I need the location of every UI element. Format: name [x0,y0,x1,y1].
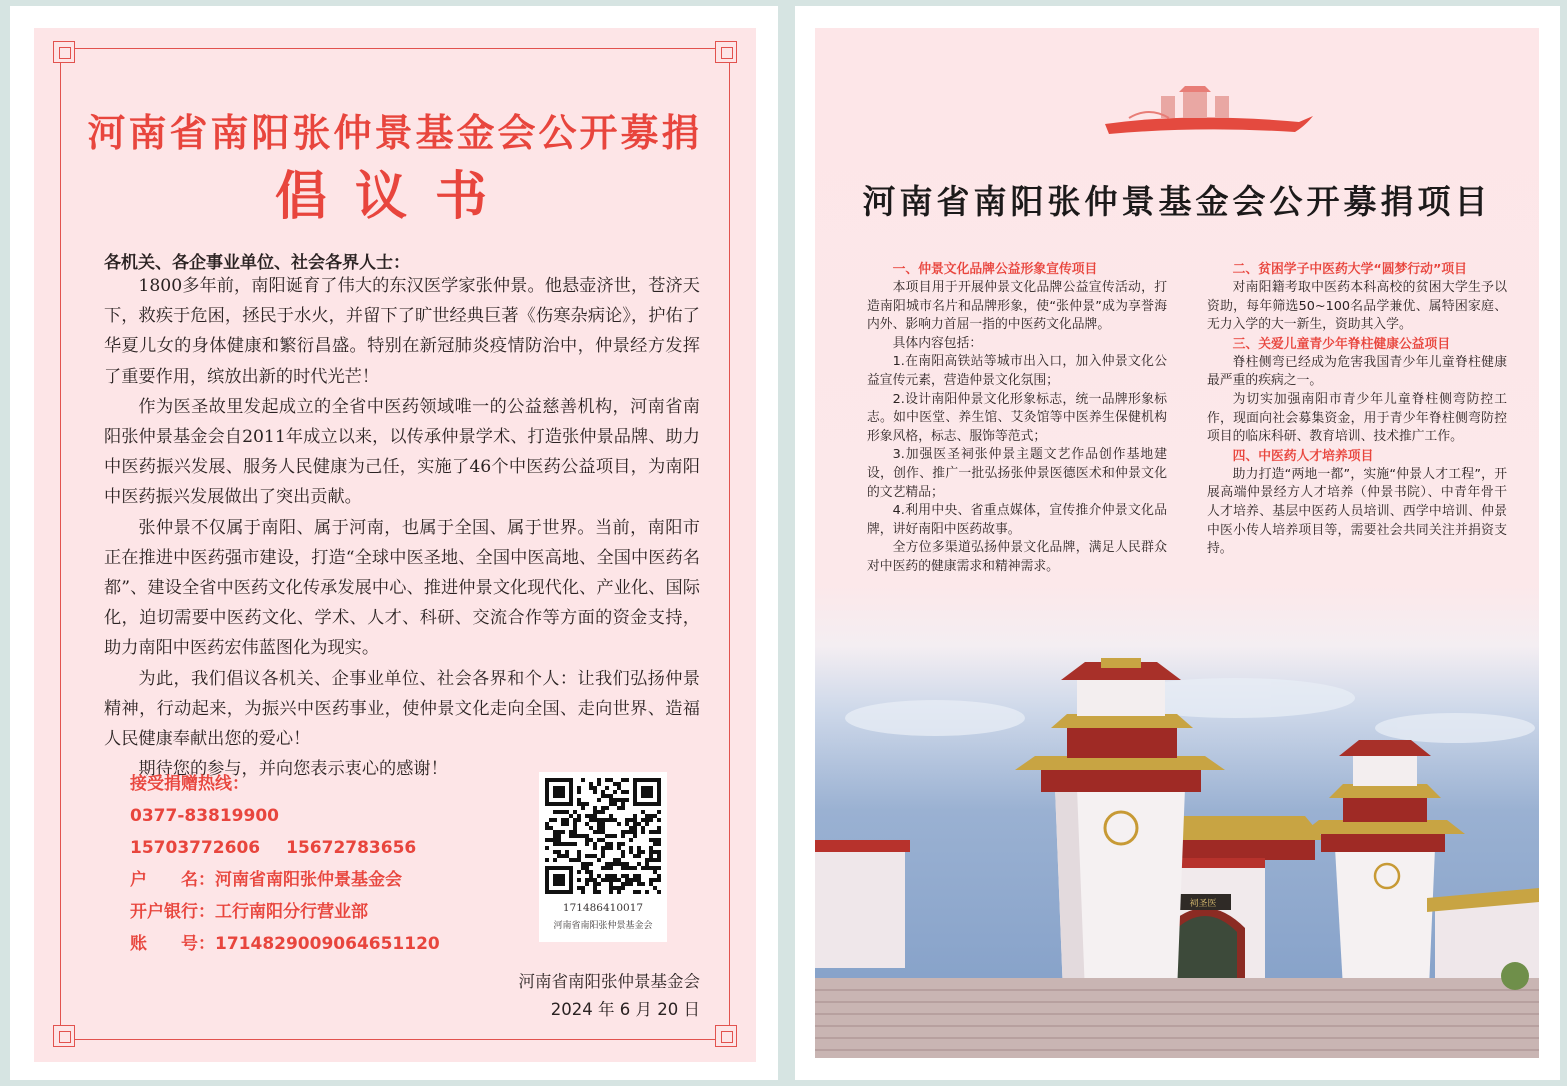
letter-paragraph: 1800多年前，南阳诞育了伟大的东汉医学家张仲景。他悬壶济世，苍济天下，救疾于危困，拯民于水火，并留下了旷世经典巨著《伤寒杂病论》，护佑了华夏儿女的身体健康和繁衍昌盛。特别在新冠肺炎疫情防治中，仲景经方发挥了重要作用，缤放出新的时代光芒！ [104,276,700,387]
left-page [10,6,778,1080]
frame-corner [715,41,737,63]
project-paragraph: 对南阳籍考取中医药本科高校的贫困大学生予以资助，每年筛选50~100名品学兼优、属特困家庭、无力入学的大一新生，资助其入学。 [1207,280,1507,333]
phone-mobiles [130,832,440,864]
letter-paragraph: 张仲景不仅属于南阳、属于河南，也属于全国、属于世界。当前，南阳市正在推进中医药强市建设，打造“全球中医圣地、全国中医高地、全国中医药名都”、建设全省中医药文化传承发展中心、推进仲景文化现代化、产业化、国际化，迫切需要中医药文化、学术、人才、科研、交流合作等方面的资金支持，助力南阳中医药宏伟蓝图化为现实。 [104,517,700,659]
phone-mobile-1: 15703772606 [130,838,261,858]
phone-main: 0377-83819900 [130,806,279,826]
projects-column-right [1207,260,1507,559]
poster-title: 河南省南阳张仲景基金会公开募捐项目 [862,182,1492,221]
frame-corner [53,1025,75,1047]
project-paragraph: 脊柱侧弯已经成为危害我国青少年儿童脊柱健康最严重的疾病之一。 [1207,354,1507,389]
project-paragraph: 1.在南阳高铁站等城市出入口，加入仲景文化公益宣传元素，营造仲景文化氛围； [867,354,1167,388]
letter-subtitle: 倡议书 [274,167,515,227]
account-number-label: 账 号： [130,934,215,954]
project-paragraph: 2.设计南阳仲景文化形象标志，统一品牌形象标志。如中医堂、养生馆、艾灸馆等中医养生保健机构形象风格，标志、服饰等范式； [867,391,1167,444]
gate-plaque: 祠圣医 [1189,899,1217,909]
project-paragraph: 助力打造“两地一都”，实施“仲景人才工程”，开展高端仲景经方人才培养（仲景书院）、中青年骨干人才培养、基层中医药人员培训、西学中培训、仲景中医小传人培养项目等，需要社会共同关注并捐资支持。 [1207,466,1507,557]
project-paragraph: 本项目用于开展仲景文化品牌公益宣传活动，打造南阳城市名片和品牌形象，使“张仲景”成为享誉海内外、影响力首屈一指的中医药文化品牌。 [867,280,1167,333]
project-heading: 三、关爱儿童青少年脊柱健康公益项目 [1232,336,1451,352]
donation-info [130,768,440,960]
project-paragraph: 3.加强医圣祠张仲景主题文艺作品创作基地建设，创作、推广一批弘扬张仲景医德医术和仲景文化的文艺精品； [867,447,1167,500]
frame-corner [53,41,75,63]
signoff [464,968,700,1024]
proposal-letter [34,28,756,1062]
qr-code-card [539,772,667,942]
account-name-label: 户 名： [130,870,215,890]
project-paragraph: 4.利用中央、省重点媒体，宣传推介仲景文化品牌，讲好南阳中医药故事。 [867,503,1167,537]
letter-paragraph: 期待您的参与，并向您表示衷心的感谢！ [138,759,448,780]
letter-paragraph: 为此，我们倡议各机关、企事业单位、社会各界和个人：让我们弘扬仲景精神，行动起来，为振兴中医药事业，使仲景文化走向全国、走向世界、造福人民健康奉献出您的爱心！ [104,668,700,750]
hotline-label: 接受捐赠热线： [130,774,249,794]
bank-label: 开户银行： [130,902,215,922]
frame-corner [715,1025,737,1047]
account-name-row [130,864,440,896]
signoff-date: 2024 年 6 月 20 日 [550,1000,700,1019]
project-heading: 四、中医药人才培养项目 [1232,448,1374,464]
letter-title: 河南省南阳张仲景基金会公开募捐 [87,111,703,155]
signoff-org: 河南省南阳张仲景基金会 [518,972,700,991]
letter-paragraph: 作为医圣故里发起成立的全省中医药领域唯一的公益慈善机构，河南省南阳张仲景基金会自2011年成立以来，以传承仲景学术、打造张仲景品牌、助力中医药振兴发展、服务人民健康为己任，实施了46个中医药公益项目，为南阳中医药振兴发展做出了突出贡献。 [104,396,700,508]
project-heading: 一、仲景文化品牌公益形象宣传项目 [892,262,1098,277]
account-number: 1714829009064651120 [215,934,440,954]
account-name: 河南省南阳张仲景基金会 [215,870,402,890]
right-page [795,6,1560,1080]
project-paragraph: 为切实加强南阳市青少年儿童脊柱侧弯防控工作，现面向社会募集资金，用于青少年脊柱侧弯防控项目的临床科研、教育培训、技术推广工作。 [1207,391,1507,445]
projects-poster [815,28,1539,1058]
qr-org: 河南省南阳张仲景基金会 [553,921,653,931]
salutation: 各机关、各企事业单位、社会各界人士： [104,253,410,273]
project-paragraph: 全方位多渠道弘扬仲景文化品牌，满足人民群众对中医药的健康需求和精神需求。 [867,540,1167,574]
bank-row [130,896,440,928]
projects-column-left [867,260,1167,577]
phone-mobile-2: 15672783656 [286,838,417,858]
foundation-logo-icon [1099,82,1319,142]
project-paragraph: 具体内容包括： [892,335,983,351]
bank-name: 工行南阳分行营业部 [215,902,368,922]
letter-body [104,271,700,784]
qr-number: 171486410017 [562,902,644,914]
qr-code-icon [545,778,661,894]
project-heading: 二、贫困学子中医药大学“圆梦行动”项目 [1232,262,1467,277]
account-number-row [130,928,440,960]
